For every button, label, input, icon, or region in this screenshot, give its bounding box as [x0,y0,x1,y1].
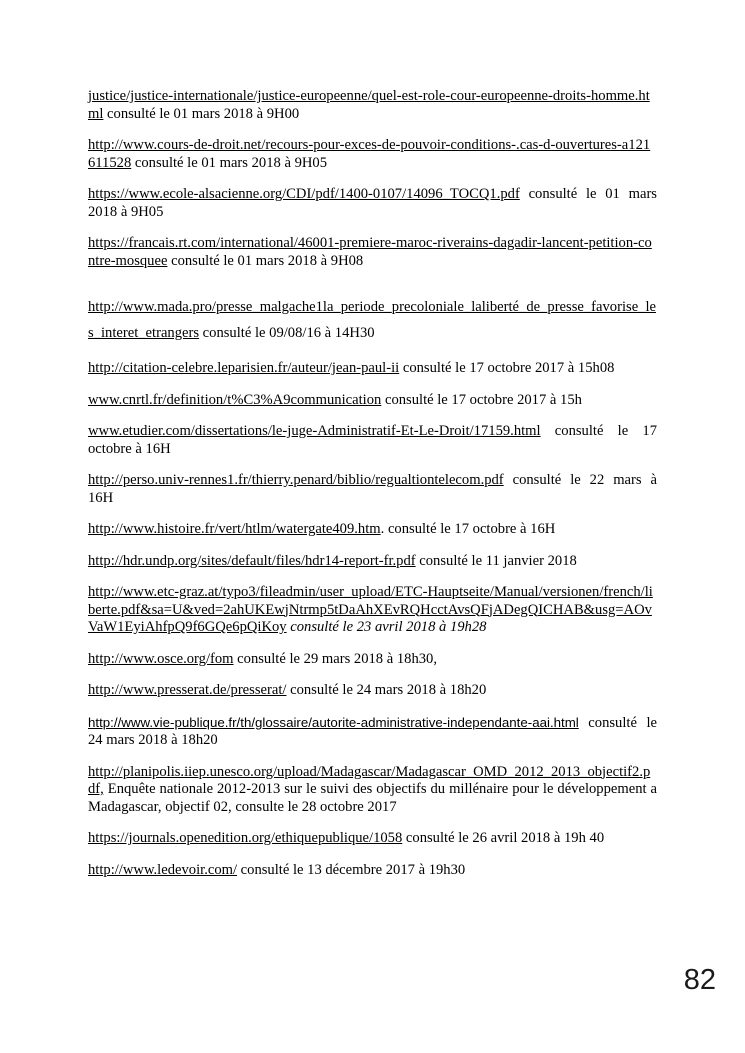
reference-url[interactable]: http://perso.univ-rennes1.fr/thierry.penard/biblio/regualtiontelecom.pdf [88,472,504,488]
reference-note: consulté le 09/08/16 à 14H30 [199,325,375,341]
page-number: 82 [683,964,716,996]
reference-url[interactable]: http://www.vie-publique.fr/th/glossaire/autorite-administrative-independante-aai.html [88,714,579,730]
reference-url[interactable]: http://www.osce.org/fom [88,650,234,667]
reference-entry [88,392,657,410]
reference-url[interactable]: http://www.etc-graz.at/typo3/fileadmin/user_upload/ETC-Hauptseite/Manual/versionen/french/liberte.pdf&sa=U&ved=2ahUKEwjNtrmp5tDaAhXEvRQHcctAvsQFjADegQICHAB&usg=AOvVaW1EyiAhfpQ9f6GQe6pQiKoy [88,584,653,635]
reference-note: consulté le 01 mars 2018 à 9H08 [167,252,364,269]
reference-entry [88,186,657,221]
reference-note: consulté le 23 avril 2018 à 19h28 [286,619,487,635]
reference-note: consulté le 01 mars 2018 à 9H05 [131,154,328,171]
reference-entry [88,294,657,346]
reference-note: consulté le 24 mars 2018 à 18h20 [286,682,487,698]
reference-entry [88,423,657,458]
reference-url[interactable]: https://www.ecole-alsacienne.org/CDI/pdf/1400-0107/14096_TOCQ1.pdf [88,186,520,202]
reference-entry [88,862,657,880]
reference-url[interactable]: http://hdr.undp.org/sites/default/files/hdr14-report-fr.pdf [88,552,416,569]
reference-note: consulté le 17 octobre 2017 à 15h08 [399,360,615,376]
reference-url[interactable]: https://journals.openedition.org/ethiquepublique/1058 [88,830,403,846]
references-list [88,88,657,879]
reference-url[interactable]: www.cnrtl.fr/definition/t%C3%A9communication [88,391,382,408]
reference-note: consulté le 11 janvier 2018 [415,552,577,569]
reference-entry [88,553,657,571]
reference-url[interactable]: http://citation-celebre.leparisien.fr/auteur/jean-paul-ii [88,360,400,376]
reference-note: consulté le 17 octobre 2017 à 15h [381,391,582,408]
reference-url[interactable]: http://www.cours-de-droit.net/recours-pour-exces-de-pouvoir-conditions-.cas-d-ouvertures-a121611528 [88,137,651,171]
reference-entry [88,584,657,637]
reference-entry [88,88,657,123]
reference-note: consulté le 01 mars 2018 à 9H00 [103,105,300,122]
reference-entry [88,682,657,700]
reference-url[interactable]: justice/justice-internationale/justice-europeenne/quel-est-role-cour-europeenne-droits-homme.html [88,88,650,122]
reference-note: consulté le 17 octobre à 16H [88,423,657,457]
reference-url[interactable]: https://francais.rt.com/international/46001-premiere-maroc-riverains-dagadir-lancent-petition-contre-mosquee [88,235,652,269]
page-body [88,88,657,893]
reference-note: consulté le 01 mars 2018 à 9H05 [88,186,657,220]
reference-entry [88,764,657,817]
reference-entry [88,521,657,539]
reference-note: consulté le 29 mars 2018 à 18h30, [233,650,437,667]
reference-entry [88,651,657,669]
reference-note: Enquête nationale 2012-2013 sur le suivi des objectifs du millénaire pour le développement a Madagascar, objectif 02, consulte le 28 octobre 2017 [88,781,657,815]
reference-entry [88,714,657,750]
reference-note: . consulté le 17 octobre à 16H [380,521,556,537]
reference-url[interactable]: www.etudier.com/dissertations/le-juge-Administratif-Et-Le-Droit/17159.html [88,423,541,439]
reference-entry [88,472,657,507]
reference-note: consulté le 13 décembre 2017 à 19h30 [237,861,466,878]
reference-url[interactable]: http://www.ledevoir.com/ [88,861,238,878]
reference-note: consulté le 26 avril 2018 à 19h 40 [402,830,605,846]
reference-url[interactable]: http://www.histoire.fr/vert/htlm/watergate409.htm [88,521,381,537]
reference-url[interactable]: http://www.presserat.de/presserat/ [88,682,287,698]
reference-entry [88,360,657,378]
reference-note: consulté le 24 mars 2018 à 18h20 [88,714,657,748]
reference-entry [88,235,657,270]
reference-entry [88,137,657,172]
reference-note: consulté le 22 mars à 16H [88,472,657,506]
reference-entry [88,830,657,848]
reference-url[interactable]: http://www.mada.pro/presse_malgache1la_periode_precoloniale_laliberté_de_presse_favorise_les_interet_etrangers [88,299,656,341]
reference-url[interactable]: http://planipolis.iiep.unesco.org/upload/Madagascar/Madagascar_OMD_2012_2013_objectif2.pdf, [88,763,651,797]
